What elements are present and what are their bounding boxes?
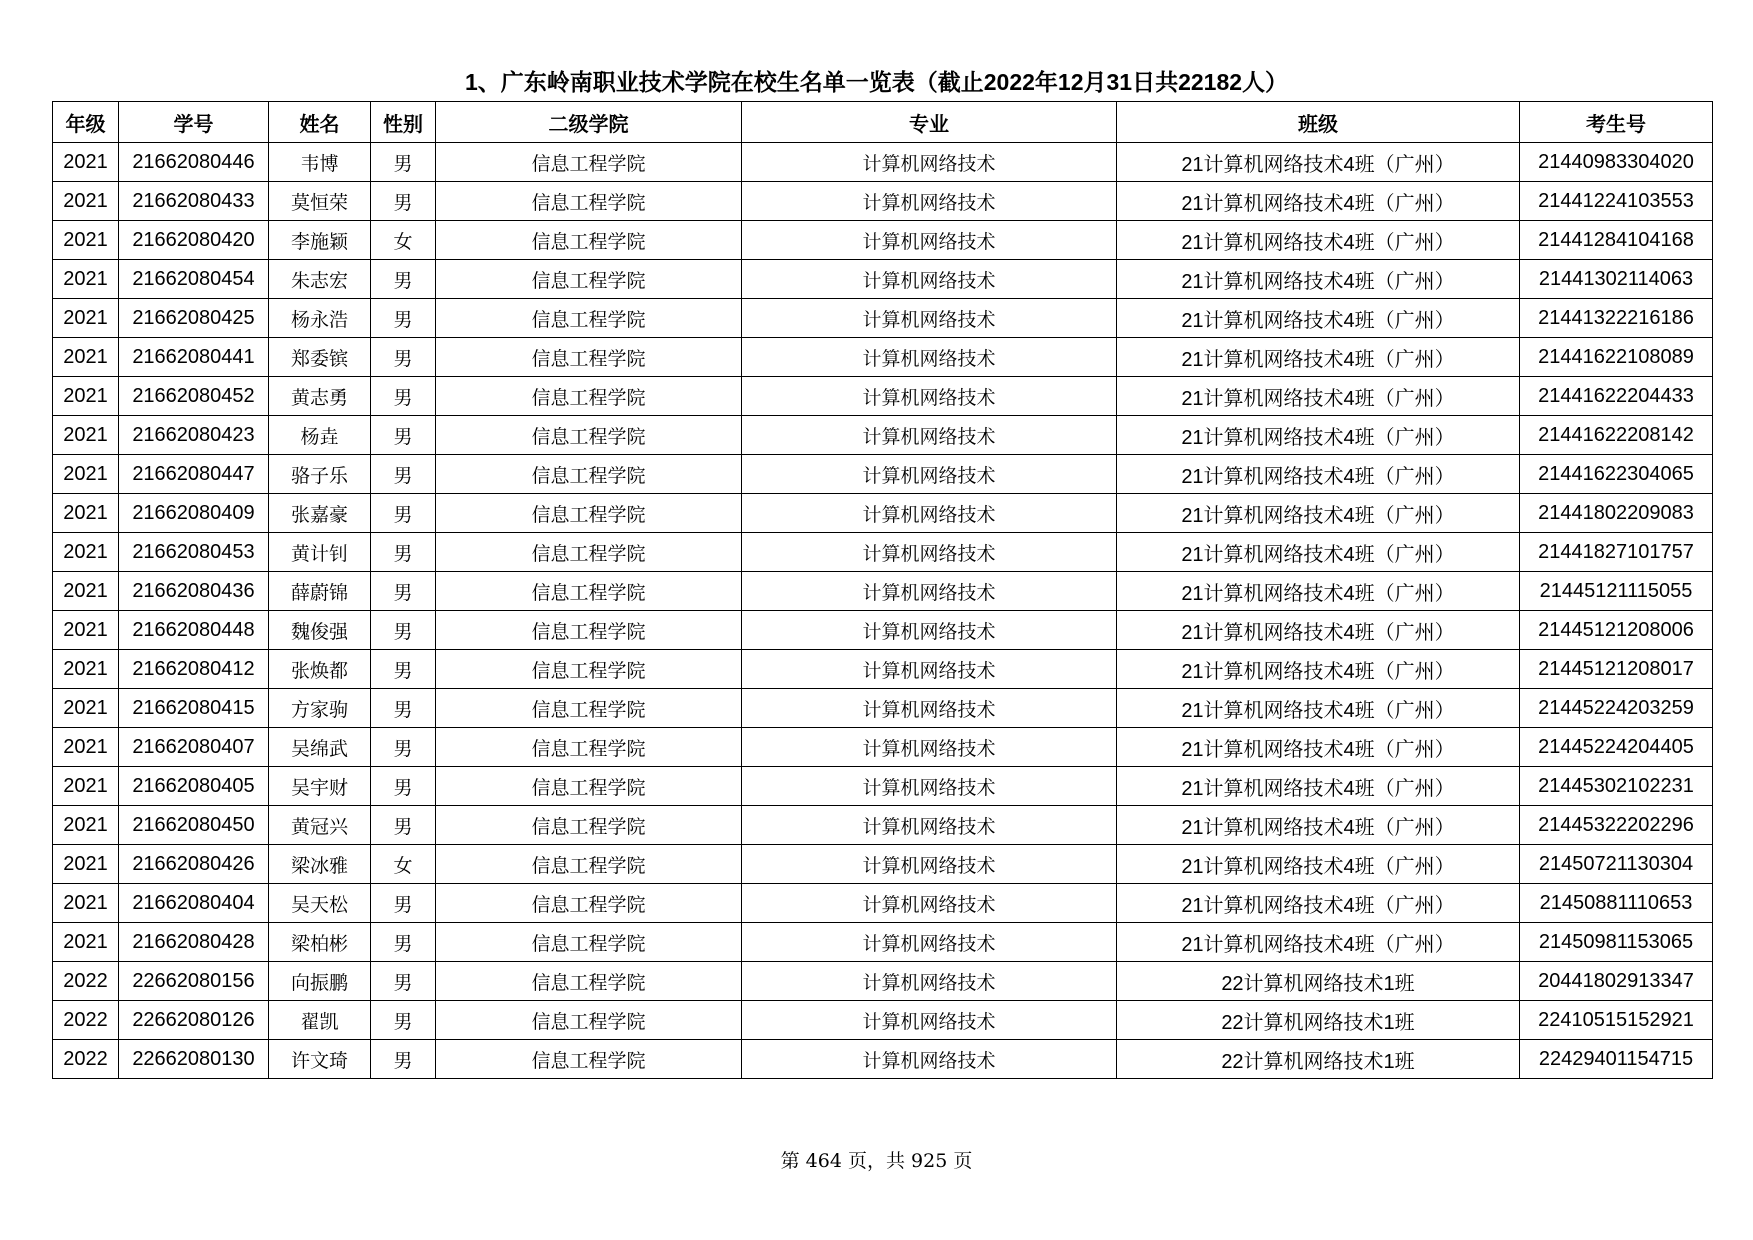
cell-class: 21计算机网络技术4班（广州） — [1117, 611, 1520, 650]
cell-name: 李施颖 — [269, 221, 371, 260]
cell-college: 信息工程学院 — [436, 299, 742, 338]
table-row — [53, 767, 1713, 806]
cell-student-id: 21662080441 — [119, 338, 269, 377]
cell-gender: 男 — [371, 416, 436, 455]
cell-gender: 男 — [371, 377, 436, 416]
cell-student-id: 21662080454 — [119, 260, 269, 299]
cell-college: 信息工程学院 — [436, 182, 742, 221]
cell-name: 张焕都 — [269, 650, 371, 689]
page-number: 第 464 页，共 925 页 — [780, 1150, 973, 1172]
cell-student-id: 22662080126 — [119, 1001, 269, 1040]
cell-name: 薛蔚锦 — [269, 572, 371, 611]
table-row — [53, 728, 1713, 767]
cell-grade: 2021 — [53, 377, 119, 416]
cell-gender: 男 — [371, 533, 436, 572]
cell-grade: 2021 — [53, 533, 119, 572]
table-row — [53, 260, 1713, 299]
page-title: 1、广东岭南职业技术学院在校生名单一览表（截止2022年12月31日共22182人） — [464, 69, 1289, 95]
cell-gender: 男 — [371, 182, 436, 221]
cell-college: 信息工程学院 — [436, 494, 742, 533]
cell-student-id: 21662080405 — [119, 767, 269, 806]
cell-major: 计算机网络技术 — [742, 221, 1117, 260]
table-row — [53, 923, 1713, 962]
cell-major: 计算机网络技术 — [742, 533, 1117, 572]
cell-exam-number: 21445302102231 — [1520, 767, 1713, 806]
table-row — [53, 143, 1713, 182]
cell-student-id: 21662080436 — [119, 572, 269, 611]
cell-grade: 2021 — [53, 611, 119, 650]
cell-exam-number: 22410515152921 — [1520, 1001, 1713, 1040]
cell-grade: 2022 — [53, 1001, 119, 1040]
cell-gender: 男 — [371, 728, 436, 767]
cell-major: 计算机网络技术 — [742, 572, 1117, 611]
cell-exam-number: 20441802913347 — [1520, 962, 1713, 1001]
table-row — [53, 884, 1713, 923]
cell-grade: 2022 — [53, 1040, 119, 1079]
cell-class: 21计算机网络技术4班（广州） — [1117, 845, 1520, 884]
cell-gender: 男 — [371, 572, 436, 611]
table-row — [53, 650, 1713, 689]
cell-major: 计算机网络技术 — [742, 143, 1117, 182]
cell-college: 信息工程学院 — [436, 143, 742, 182]
table-row — [53, 377, 1713, 416]
cell-name: 朱志宏 — [269, 260, 371, 299]
cell-college: 信息工程学院 — [436, 650, 742, 689]
cell-grade: 2021 — [53, 689, 119, 728]
cell-major: 计算机网络技术 — [742, 416, 1117, 455]
cell-exam-number: 21441622108089 — [1520, 338, 1713, 377]
header-name: 姓名 — [269, 102, 371, 143]
cell-gender: 男 — [371, 689, 436, 728]
cell-college: 信息工程学院 — [436, 845, 742, 884]
table-row — [53, 806, 1713, 845]
table-row — [53, 1040, 1713, 1079]
cell-student-id: 22662080130 — [119, 1040, 269, 1079]
cell-name: 魏俊强 — [269, 611, 371, 650]
cell-class: 21计算机网络技术4班（广州） — [1117, 260, 1520, 299]
table-row — [53, 221, 1713, 260]
cell-name: 翟凯 — [269, 1001, 371, 1040]
cell-exam-number: 21445121208006 — [1520, 611, 1713, 650]
cell-major: 计算机网络技术 — [742, 923, 1117, 962]
cell-major: 计算机网络技术 — [742, 260, 1117, 299]
cell-grade: 2021 — [53, 416, 119, 455]
cell-exam-number: 21450881110653 — [1520, 884, 1713, 923]
cell-class: 21计算机网络技术4班（广州） — [1117, 689, 1520, 728]
cell-major: 计算机网络技术 — [742, 338, 1117, 377]
cell-class: 22计算机网络技术1班 — [1117, 1001, 1520, 1040]
cell-name: 杨垚 — [269, 416, 371, 455]
cell-class: 21计算机网络技术4班（广州） — [1117, 572, 1520, 611]
cell-major: 计算机网络技术 — [742, 455, 1117, 494]
cell-grade: 2021 — [53, 182, 119, 221]
cell-major: 计算机网络技术 — [742, 962, 1117, 1001]
cell-exam-number: 22429401154715 — [1520, 1040, 1713, 1079]
cell-major: 计算机网络技术 — [742, 845, 1117, 884]
cell-class: 22计算机网络技术1班 — [1117, 962, 1520, 1001]
cell-exam-number: 21450981153065 — [1520, 923, 1713, 962]
cell-college: 信息工程学院 — [436, 689, 742, 728]
cell-name: 方家驹 — [269, 689, 371, 728]
cell-student-id: 21662080404 — [119, 884, 269, 923]
cell-college: 信息工程学院 — [436, 260, 742, 299]
table-row — [53, 689, 1713, 728]
cell-exam-number: 21441622208142 — [1520, 416, 1713, 455]
cell-college: 信息工程学院 — [436, 572, 742, 611]
table-body — [53, 143, 1713, 1079]
cell-class: 21计算机网络技术4班（广州） — [1117, 728, 1520, 767]
cell-major: 计算机网络技术 — [742, 377, 1117, 416]
cell-class: 21计算机网络技术4班（广州） — [1117, 338, 1520, 377]
table-row — [53, 1001, 1713, 1040]
cell-student-id: 21662080452 — [119, 377, 269, 416]
cell-student-id: 21662080450 — [119, 806, 269, 845]
cell-name: 吴宇财 — [269, 767, 371, 806]
cell-college: 信息工程学院 — [436, 1001, 742, 1040]
cell-exam-number: 21441622304065 — [1520, 455, 1713, 494]
cell-grade: 2021 — [53, 494, 119, 533]
cell-class: 21计算机网络技术4班（广州） — [1117, 182, 1520, 221]
cell-exam-number: 21450721130304 — [1520, 845, 1713, 884]
cell-class: 21计算机网络技术4班（广州） — [1117, 806, 1520, 845]
cell-student-id: 21662080412 — [119, 650, 269, 689]
cell-major: 计算机网络技术 — [742, 689, 1117, 728]
cell-college: 信息工程学院 — [436, 221, 742, 260]
cell-exam-number: 21445224204405 — [1520, 728, 1713, 767]
cell-gender: 男 — [371, 1001, 436, 1040]
cell-gender: 男 — [371, 806, 436, 845]
cell-student-id: 21662080448 — [119, 611, 269, 650]
header-exam-number: 考生号 — [1520, 102, 1713, 143]
cell-name: 吴天松 — [269, 884, 371, 923]
cell-name: 骆子乐 — [269, 455, 371, 494]
table-row — [53, 455, 1713, 494]
table-row — [53, 845, 1713, 884]
cell-class: 21计算机网络技术4班（广州） — [1117, 884, 1520, 923]
cell-college: 信息工程学院 — [436, 806, 742, 845]
cell-class: 21计算机网络技术4班（广州） — [1117, 299, 1520, 338]
cell-exam-number: 21441622204433 — [1520, 377, 1713, 416]
cell-gender: 男 — [371, 338, 436, 377]
cell-major: 计算机网络技术 — [742, 650, 1117, 689]
cell-gender: 男 — [371, 494, 436, 533]
cell-gender: 男 — [371, 1040, 436, 1079]
cell-grade: 2022 — [53, 962, 119, 1001]
cell-college: 信息工程学院 — [436, 884, 742, 923]
cell-class: 21计算机网络技术4班（广州） — [1117, 143, 1520, 182]
cell-exam-number: 21441802209083 — [1520, 494, 1713, 533]
cell-student-id: 21662080428 — [119, 923, 269, 962]
cell-class: 21计算机网络技术4班（广州） — [1117, 377, 1520, 416]
header-grade: 年级 — [53, 102, 119, 143]
cell-grade: 2021 — [53, 260, 119, 299]
cell-student-id: 21662080453 — [119, 533, 269, 572]
cell-gender: 男 — [371, 884, 436, 923]
cell-student-id: 21662080423 — [119, 416, 269, 455]
cell-class: 22计算机网络技术1班 — [1117, 1040, 1520, 1079]
cell-grade: 2021 — [53, 650, 119, 689]
table-row — [53, 533, 1713, 572]
table-row — [53, 962, 1713, 1001]
cell-name: 吴绵武 — [269, 728, 371, 767]
cell-gender: 男 — [371, 767, 436, 806]
cell-gender: 男 — [371, 962, 436, 1001]
cell-student-id: 21662080433 — [119, 182, 269, 221]
cell-student-id: 21662080415 — [119, 689, 269, 728]
cell-major: 计算机网络技术 — [742, 767, 1117, 806]
cell-exam-number: 21445121115055 — [1520, 572, 1713, 611]
cell-gender: 男 — [371, 923, 436, 962]
cell-name: 黄志勇 — [269, 377, 371, 416]
cell-student-id: 21662080426 — [119, 845, 269, 884]
cell-class: 21计算机网络技术4班（广州） — [1117, 494, 1520, 533]
cell-grade: 2021 — [53, 143, 119, 182]
cell-college: 信息工程学院 — [436, 533, 742, 572]
cell-exam-number: 21440983304020 — [1520, 143, 1713, 182]
cell-exam-number: 21445224203259 — [1520, 689, 1713, 728]
cell-exam-number: 21441284104168 — [1520, 221, 1713, 260]
cell-class: 21计算机网络技术4班（广州） — [1117, 923, 1520, 962]
cell-college: 信息工程学院 — [436, 338, 742, 377]
cell-name: 郑委镔 — [269, 338, 371, 377]
table-row — [53, 494, 1713, 533]
cell-college: 信息工程学院 — [436, 377, 742, 416]
cell-college: 信息工程学院 — [436, 611, 742, 650]
cell-class: 21计算机网络技术4班（广州） — [1117, 416, 1520, 455]
cell-major: 计算机网络技术 — [742, 494, 1117, 533]
cell-gender: 男 — [371, 260, 436, 299]
cell-grade: 2021 — [53, 767, 119, 806]
cell-grade: 2021 — [53, 299, 119, 338]
cell-name: 黄计钊 — [269, 533, 371, 572]
cell-class: 21计算机网络技术4班（广州） — [1117, 533, 1520, 572]
cell-college: 信息工程学院 — [436, 416, 742, 455]
header-student-id: 学号 — [119, 102, 269, 143]
cell-grade: 2021 — [53, 728, 119, 767]
student-roster-table — [52, 101, 1713, 1079]
cell-grade: 2021 — [53, 221, 119, 260]
cell-gender: 男 — [371, 143, 436, 182]
cell-college: 信息工程学院 — [436, 923, 742, 962]
cell-gender: 女 — [371, 221, 436, 260]
cell-major: 计算机网络技术 — [742, 884, 1117, 923]
cell-student-id: 22662080156 — [119, 962, 269, 1001]
cell-grade: 2021 — [53, 884, 119, 923]
cell-exam-number: 21441224103553 — [1520, 182, 1713, 221]
cell-gender: 女 — [371, 845, 436, 884]
cell-exam-number: 21441302114063 — [1520, 260, 1713, 299]
cell-name: 韦博 — [269, 143, 371, 182]
cell-major: 计算机网络技术 — [742, 1040, 1117, 1079]
cell-student-id: 21662080425 — [119, 299, 269, 338]
cell-college: 信息工程学院 — [436, 455, 742, 494]
cell-college: 信息工程学院 — [436, 1040, 742, 1079]
cell-grade: 2021 — [53, 338, 119, 377]
cell-college: 信息工程学院 — [436, 962, 742, 1001]
cell-grade: 2021 — [53, 806, 119, 845]
cell-major: 计算机网络技术 — [742, 299, 1117, 338]
cell-grade: 2021 — [53, 455, 119, 494]
cell-class: 21计算机网络技术4班（广州） — [1117, 455, 1520, 494]
table-row — [53, 299, 1713, 338]
table-row — [53, 338, 1713, 377]
cell-college: 信息工程学院 — [436, 728, 742, 767]
table-header-row — [53, 102, 1713, 143]
cell-student-id: 21662080446 — [119, 143, 269, 182]
cell-major: 计算机网络技术 — [742, 611, 1117, 650]
cell-gender: 男 — [371, 611, 436, 650]
cell-exam-number: 21441827101757 — [1520, 533, 1713, 572]
cell-name: 莫恒荣 — [269, 182, 371, 221]
cell-exam-number: 21445121208017 — [1520, 650, 1713, 689]
table-row — [53, 182, 1713, 221]
cell-gender: 男 — [371, 650, 436, 689]
cell-gender: 男 — [371, 299, 436, 338]
cell-grade: 2021 — [53, 572, 119, 611]
cell-name: 张嘉豪 — [269, 494, 371, 533]
cell-student-id: 21662080447 — [119, 455, 269, 494]
cell-major: 计算机网络技术 — [742, 1001, 1117, 1040]
cell-major: 计算机网络技术 — [742, 806, 1117, 845]
cell-college: 信息工程学院 — [436, 767, 742, 806]
table-row — [53, 572, 1713, 611]
cell-class: 21计算机网络技术4班（广州） — [1117, 767, 1520, 806]
header-college: 二级学院 — [436, 102, 742, 143]
cell-class: 21计算机网络技术4班（广州） — [1117, 221, 1520, 260]
cell-name: 许文琦 — [269, 1040, 371, 1079]
cell-exam-number: 21441322216186 — [1520, 299, 1713, 338]
cell-name: 黄冠兴 — [269, 806, 371, 845]
cell-student-id: 21662080407 — [119, 728, 269, 767]
cell-gender: 男 — [371, 455, 436, 494]
cell-major: 计算机网络技术 — [742, 182, 1117, 221]
cell-name: 梁冰雅 — [269, 845, 371, 884]
cell-student-id: 21662080409 — [119, 494, 269, 533]
cell-student-id: 21662080420 — [119, 221, 269, 260]
cell-grade: 2021 — [53, 923, 119, 962]
header-major: 专业 — [742, 102, 1117, 143]
table-row — [53, 416, 1713, 455]
table-row — [53, 611, 1713, 650]
cell-class: 21计算机网络技术4班（广州） — [1117, 650, 1520, 689]
header-class: 班级 — [1117, 102, 1520, 143]
cell-name: 向振鹏 — [269, 962, 371, 1001]
cell-name: 杨永浩 — [269, 299, 371, 338]
header-gender: 性别 — [371, 102, 436, 143]
cell-major: 计算机网络技术 — [742, 728, 1117, 767]
cell-exam-number: 21445322202296 — [1520, 806, 1713, 845]
cell-grade: 2021 — [53, 845, 119, 884]
cell-name: 梁柏彬 — [269, 923, 371, 962]
